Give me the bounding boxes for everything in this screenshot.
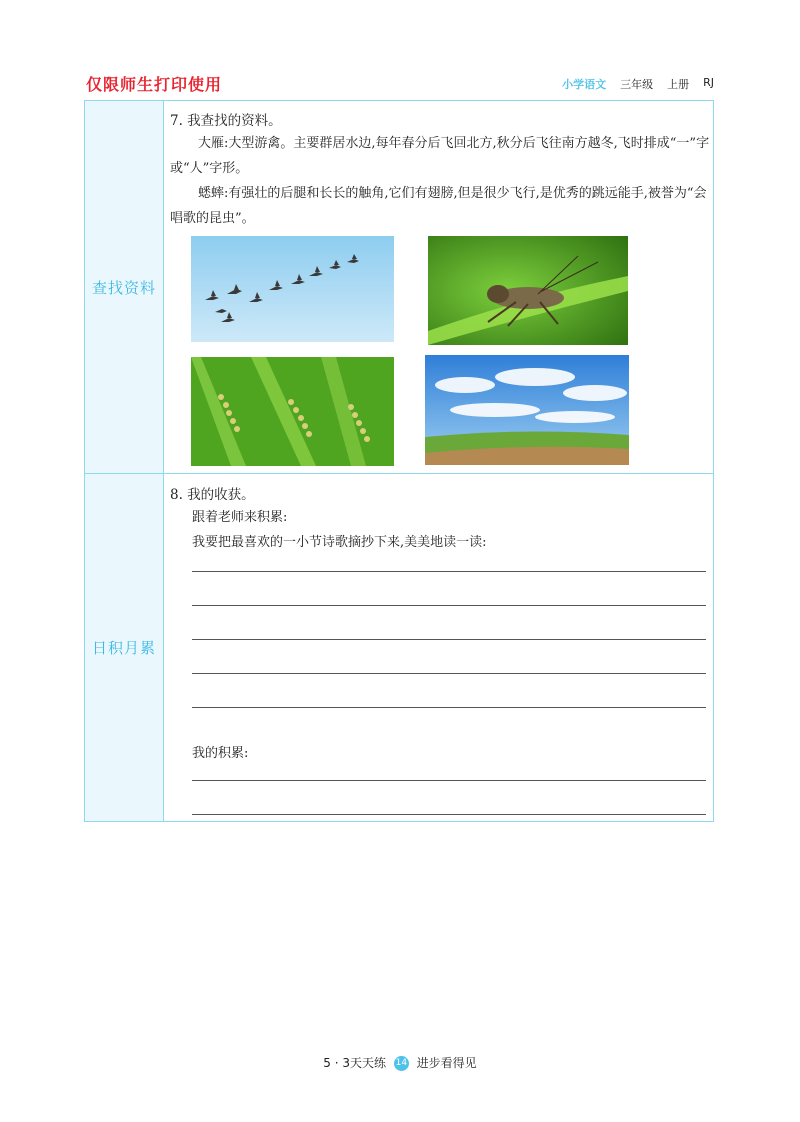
subject-label: 小学语文 (562, 78, 607, 91)
wild-geese-photo (191, 236, 394, 342)
question-7-title: 7. 我查找的资料。 (170, 113, 282, 129)
section-content-accumulation (164, 474, 713, 821)
question-8-title: 8. 我的收获。 (170, 487, 255, 503)
page-number-badge: 14 (394, 1056, 409, 1071)
my-accumulation-label: 我的积累: (192, 746, 249, 761)
section-accumulation (85, 474, 713, 821)
writing-line[interactable] (192, 673, 706, 674)
volume-label: 上册 (667, 78, 690, 91)
writing-line[interactable] (192, 814, 706, 815)
writing-line[interactable] (192, 639, 706, 640)
writing-line[interactable] (192, 707, 706, 708)
cricket-paragraph: 蟋蟀:有强壮的后腿和长长的触角,它们有翅膀,但是很少飞行,是优秀的跳远能手,被誉为“会唱歌的昆虫”。 (170, 186, 707, 226)
footer-brand: 5 · 3天天练 (323, 1056, 387, 1070)
writing-line[interactable] (192, 780, 706, 781)
watermark-text: 仅限师生打印使用 (86, 75, 223, 94)
writing-line[interactable] (192, 571, 706, 572)
section-content-research (164, 101, 713, 473)
page-footer (0, 1054, 800, 1071)
section-label-accumulation: 日积月累 (85, 474, 164, 821)
rice-field-photo (191, 357, 394, 466)
edition-label: RJ (703, 76, 714, 89)
instruction-copy-poem: 我要把最喜欢的一小节诗歌摘抄下来,美美地读一读: (192, 535, 487, 550)
worksheet-table (84, 100, 714, 822)
instruction-follow-teacher: 跟着老师来积累: (192, 510, 288, 525)
writing-line[interactable] (192, 605, 706, 606)
cricket-photo (428, 236, 628, 345)
footer-slogan: 进步看得见 (416, 1056, 477, 1070)
grade-label: 三年级 (620, 78, 654, 91)
section-research (85, 101, 713, 474)
header-meta (562, 76, 714, 92)
wild-goose-paragraph: 大雁:大型游禽。主要群居水边,每年春分后飞回北方,秋分后飞往南方越冬,飞时排成“一”字或“人”字形。 (170, 136, 710, 176)
section-label-research: 查找资料 (85, 101, 164, 473)
grassland-sky-photo (425, 355, 629, 465)
